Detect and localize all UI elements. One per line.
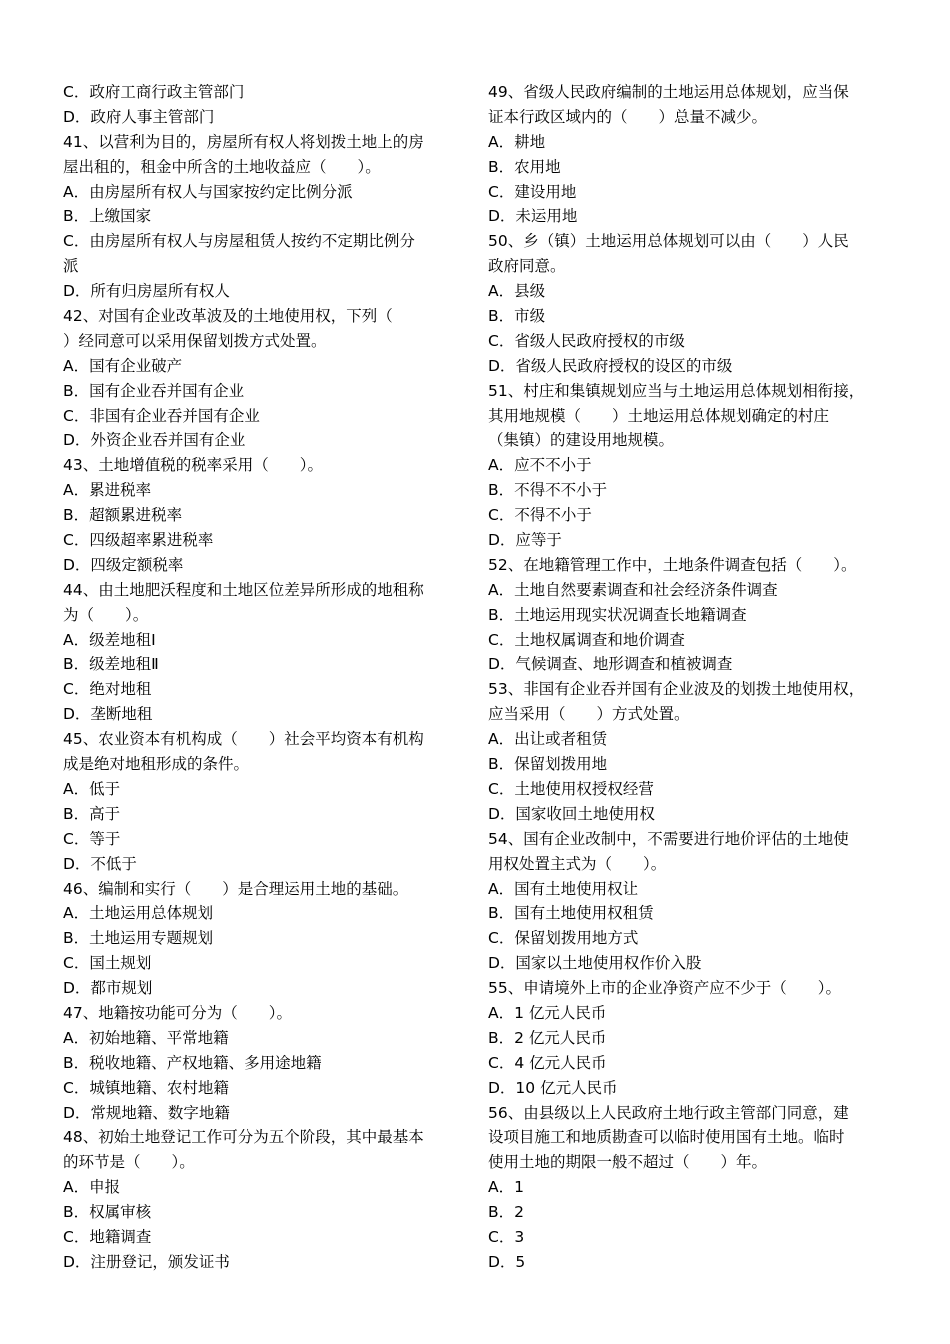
text-line: C．4 亿元人民币 [488,1053,607,1072]
text-line: C．3 [488,1227,525,1246]
text-line: （集镇）的建设用地规模。 [488,431,675,450]
text-line: B．高于 [63,804,121,823]
text-line: D．政府人事主管部门 [63,107,215,126]
text-line: A．国有企业破产 [63,356,183,375]
left-column [63,80,458,1275]
text-line: A．土地自然要素调查和社会经济条件调查 [488,580,778,599]
text-line: C．非国有企业吞并国有企业 [63,406,260,425]
text-line: B．保留划拨用地 [488,755,608,774]
text-line: B．级差地租Ⅱ [63,655,159,674]
text-line: 51、村庄和集镇规划应当与土地运用总体规划相衔接， [488,381,865,400]
text-line: A．级差地租Ⅰ [63,630,156,649]
text-line: 53、非国有企业吞并国有企业波及的划拨土地使用权， [488,680,865,699]
text-line: B．国有企业吞并国有企业 [63,381,245,400]
text-line: 屋出租的，租金中所含的土地收益应（ ）。 [63,157,381,176]
text-line: 证本行政区域内的（ ）总量不减少。 [488,107,768,126]
text-line: B．市级 [488,307,546,326]
text-line: 的环节是（ ）。 [63,1153,195,1172]
text-line: B．农用地 [488,157,561,176]
text-line: C．由房屋所有权人与房屋租赁人按约不定期比例分 [63,232,415,251]
text-line: 55、申请境外上市的企业净资产应不少于（ ）。 [488,979,841,998]
text-line: A．国有土地使用权让 [488,879,639,898]
text-line: D．10 亿元人民币 [488,1078,618,1097]
text-line: D．不低于 [63,854,137,873]
text-line: A．累进税率 [63,481,152,500]
text-line: A．县级 [488,282,546,301]
text-line: D．未运用地 [488,207,578,226]
right-column [488,80,885,1275]
text-line: D．气候调查、地形调查和植被调查 [488,655,733,674]
text-line: C．省级人民政府授权的市级 [488,331,685,350]
text-line: D．常规地籍、数字地籍 [63,1103,230,1122]
text-line: C．建设用地 [488,182,577,201]
text-line: 41、以营利为目的，房屋所有权人将划拨土地上的房 [63,132,424,151]
text-line: 47、地籍按功能可分为（ ）。 [63,1003,292,1022]
text-line: B．土地运用专题规划 [63,929,214,948]
text-line: C．土地使用权授权经营 [488,779,654,798]
text-line: 48、初始土地登记工作可分为五个阶段，其中最基本 [63,1128,424,1147]
text-line: D．5 [488,1252,526,1271]
text-line: 用权处置主式为（ ）。 [488,854,667,873]
text-line: 44、由土地肥沃程度和土地区位差异所形成的地租称 [63,580,424,599]
text-line: C．国土规划 [63,954,152,973]
text-line: 52、在地籍管理工作中，土地条件调查包括（ ）。 [488,555,857,574]
text-line: B．超额累进税率 [63,506,183,525]
text-line: D．国家收回土地使用权 [488,804,655,823]
text-line: D．省级人民政府授权的设区的市级 [488,356,733,375]
text-line: 成是绝对地租形成的条件。 [63,755,250,774]
text-line: B．2 [488,1203,524,1222]
text-line: A．耕地 [488,132,546,151]
text-line: 使用土地的期限一般不超过（ ）年。 [488,1153,768,1172]
text-line: 政府同意。 [488,257,566,276]
text-line: 50、乡（镇）土地运用总体规划可以由（ ）人民 [488,232,849,251]
text-line: 42、对国有企业改革波及的土地使用权，下列（ [63,307,393,326]
text-line: 其用地规模（ ）土地运用总体规划确定的村庄 [488,406,830,425]
text-line: D．外资企业吞并国有企业 [63,431,246,450]
text-line: D．注册登记，颁发证书 [63,1252,230,1271]
text-line: C．等于 [63,829,121,848]
text-line: D．国家以土地使用权作价入股 [488,954,702,973]
text-line: A．出让或者租赁 [488,730,608,749]
text-line: B．土地运用现实状况调查长地籍调查 [488,605,747,624]
text-line: B．国有土地使用权租赁 [488,904,654,923]
text-line: B．2 亿元人民币 [488,1028,607,1047]
text-line: D．四级定额税率 [63,555,184,574]
text-line: A．低于 [63,779,121,798]
text-line: C．政府工商行政主管部门 [63,83,245,101]
text-line: C．地籍调查 [63,1227,152,1246]
text-line: 为（ ）。 [63,605,149,624]
text-line: 56、由县级以上人民政府土地行政主管部门同意，建 [488,1103,849,1122]
text-line: 54、国有企业改制中，不需要进行地价评估的土地使 [488,829,849,848]
text-line: 45、农业资本有机构成（ ）社会平均资本有机构 [63,730,424,749]
text-line: C．城镇地籍、农村地籍 [63,1078,229,1097]
text-line: A．初始地籍、平常地籍 [63,1028,229,1047]
text-line: C．绝对地租 [63,680,152,699]
text-line: C．不得不小于 [488,506,592,525]
text-line: A．由房屋所有权人与国家按约定比例分派 [63,182,353,201]
text-line: C．保留划拨用地方式 [488,929,639,948]
text-line: D．都市规划 [63,979,153,998]
text-line: A．1 [488,1178,524,1197]
text-line: 46、编制和实行（ ）是合理运用土地的基础。 [63,879,409,898]
text-line: B．上缴国家 [63,207,152,226]
text-line: 设项目施工和地质勘查可以临时使用国有土地。临时 [488,1128,845,1147]
text-line: B．权属审核 [63,1203,152,1222]
text-line: A．土地运用总体规划 [63,904,214,923]
text-line: D．应等于 [488,531,562,550]
text-line: A．应不不小于 [488,456,592,475]
text-line: ）经同意可以采用保留划拨方式处置。 [63,331,327,350]
text-line: 应当采用（ ）方式处置。 [488,705,690,724]
text-line: B．税收地籍、产权地籍、多用途地籍 [63,1053,322,1072]
text-line: C．四级超率累进税率 [63,531,214,550]
text-line: 43、土地增值税的税率采用（ ）。 [63,456,323,475]
text-line: B．不得不不小于 [488,481,608,500]
text-line: D．垄断地租 [63,705,153,724]
text-line: C．土地权属调查和地价调查 [488,630,685,649]
text-line: 派 [63,257,79,276]
text-line: A．1 亿元人民币 [488,1003,607,1022]
text-line: A．申报 [63,1178,121,1197]
text-line: D．所有归房屋所有权人 [63,282,230,301]
text-line: 49、省级人民政府编制的土地运用总体规划，应当保 [488,83,849,101]
